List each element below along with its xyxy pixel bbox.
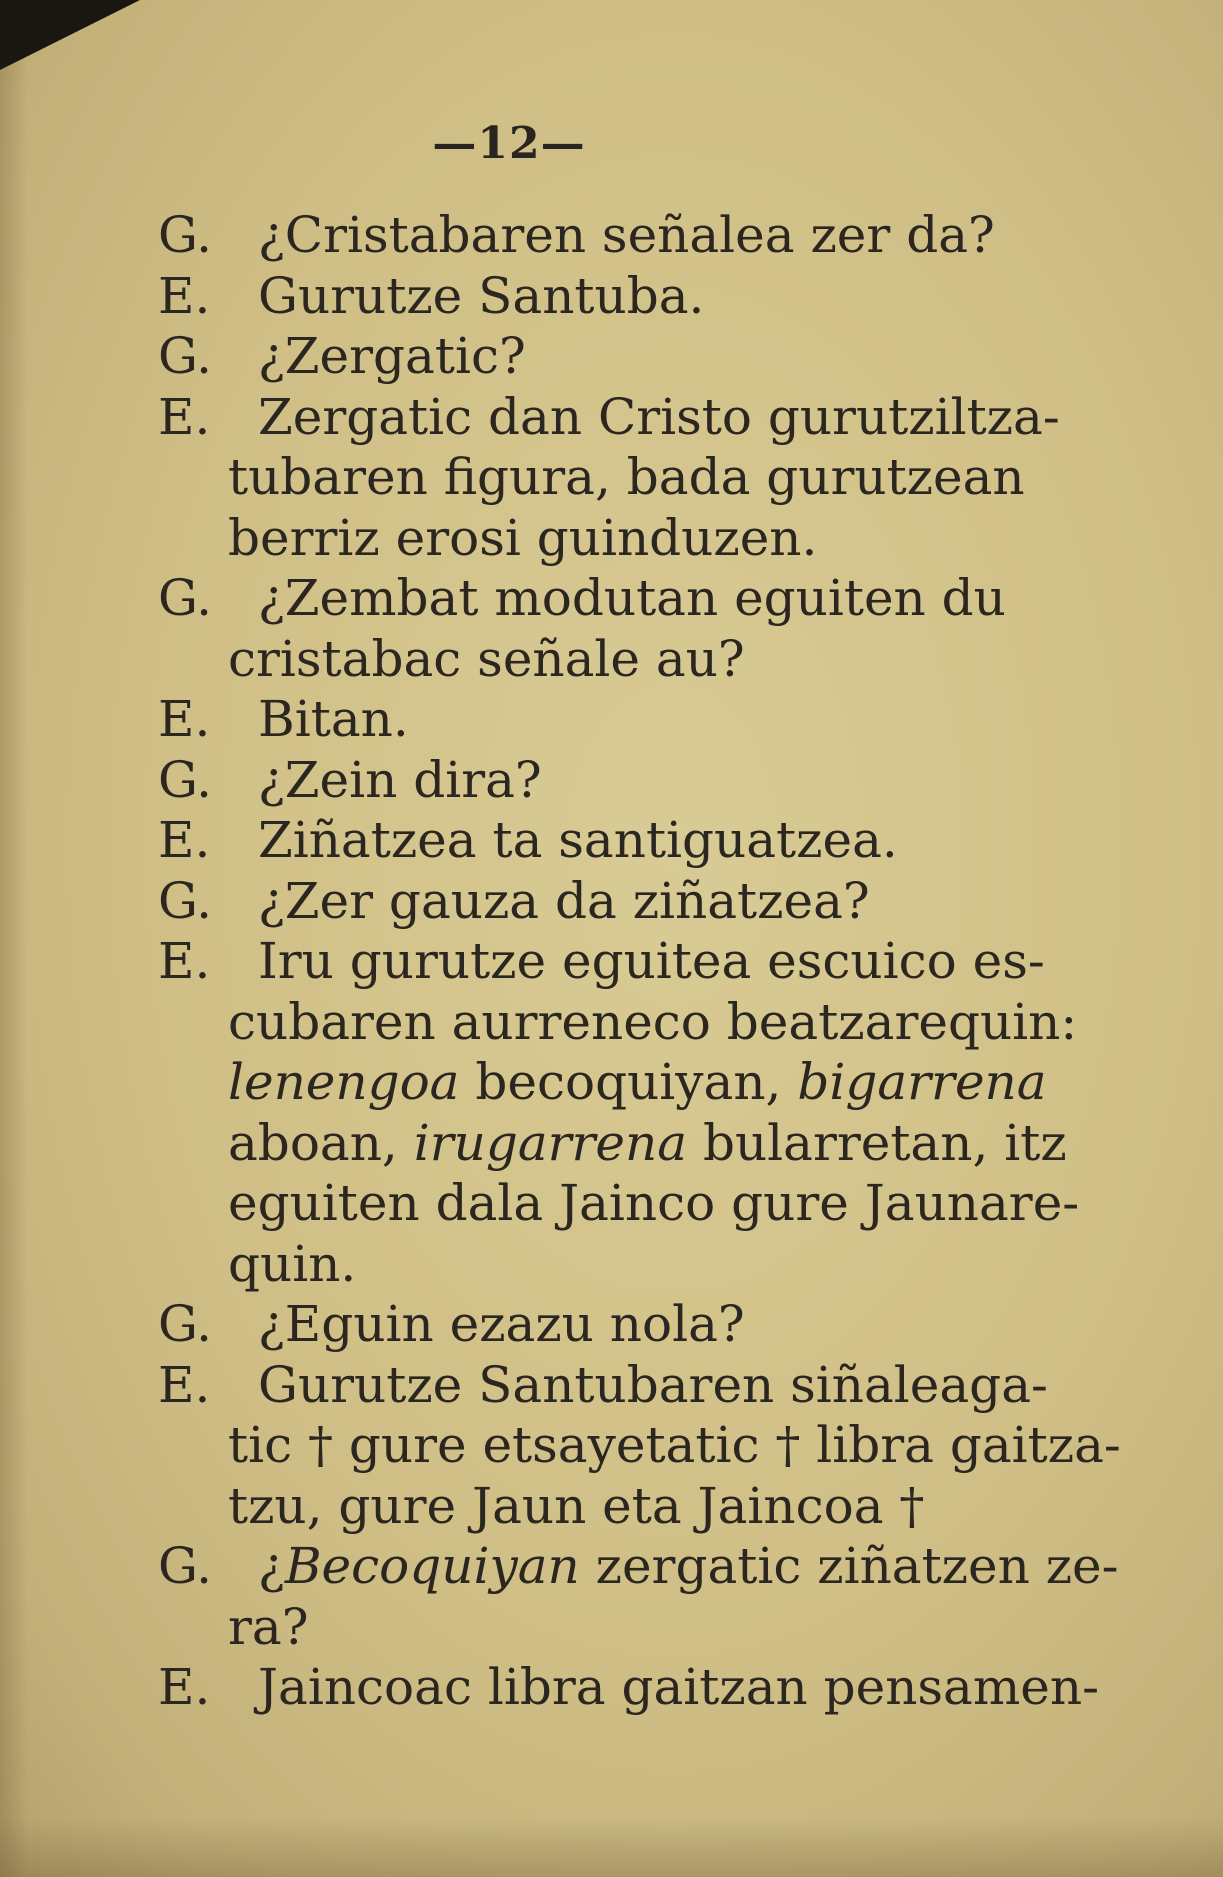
text-line (188, 508, 1168, 569)
text-line (158, 871, 1168, 932)
line-text: zergatic ziñatzen ze- (579, 1537, 1119, 1595)
line-text: ra? (228, 1597, 309, 1656)
text-line (188, 1597, 1168, 1658)
speaker-label: G. (158, 206, 213, 264)
line-text: ¿Zembat modutan eguiten du (258, 569, 1006, 627)
text-line (188, 1476, 1168, 1537)
line-text: Ziñatzea ta santiguatzea. (258, 811, 898, 869)
text-line (188, 1234, 1168, 1295)
page-shadow-bottom (0, 1817, 1223, 1877)
speaker-label: G. (158, 750, 213, 809)
text-line (188, 1052, 1168, 1113)
speaker-label: E. (158, 811, 211, 869)
text-line (158, 689, 1168, 750)
speaker-label: E. (158, 1658, 211, 1716)
speaker-label: G. (158, 1537, 213, 1595)
text-line (158, 1657, 1168, 1718)
speaker-label: E. (158, 932, 211, 990)
italic-word: irugarrena (413, 1113, 688, 1172)
text-line (158, 387, 1168, 448)
text-line (188, 447, 1168, 508)
speaker-label: G. (158, 871, 213, 930)
text-line (158, 266, 1168, 327)
line-text: Bitan. (258, 690, 409, 748)
line-text: ¿Eguin ezazu nola? (258, 1295, 745, 1353)
line-text: cubaren aurreneco beatzarequin: (228, 992, 1078, 1051)
line-text: eguiten dala Jainco gure Jaunare- (228, 1174, 1080, 1232)
line-text: tic † gure etsayetatic † libra gaitza- (228, 1416, 1121, 1474)
text-line (158, 1355, 1168, 1416)
text-line (188, 1113, 1168, 1174)
line-text: aboan, (228, 1113, 414, 1172)
text-line (158, 568, 1168, 629)
catechism-text (158, 205, 1168, 1718)
line-text: ¿Zergatic? (258, 327, 526, 385)
speaker-label: E. (158, 1355, 211, 1414)
italic-word: Becoquiyan (284, 1537, 580, 1595)
line-text: Gurutze Santubaren siñaleaga- (258, 1355, 1048, 1414)
speaker-label: G. (158, 327, 213, 385)
text-line (188, 1415, 1168, 1476)
line-text: ¿Zer gauza da ziñatzea? (258, 871, 870, 930)
line-text: ¿Cristabaren señalea zer da? (258, 206, 995, 264)
page-number: —12— (432, 118, 586, 169)
text-line (188, 992, 1168, 1053)
line-text: Zergatic dan Cristo gurutziltza- (258, 387, 1060, 446)
text-line (158, 1294, 1168, 1355)
text-line (158, 931, 1168, 992)
line-text: cristabac señale au? (228, 629, 745, 688)
text-line (158, 810, 1168, 871)
line-text: ¿ (258, 1537, 285, 1595)
line-text: Gurutze Santuba. (258, 266, 705, 325)
text-line (188, 1173, 1168, 1234)
speaker-label: E. (158, 387, 211, 446)
text-line (188, 629, 1168, 690)
line-text: quin. (228, 1234, 357, 1293)
speaker-label: G. (158, 1295, 213, 1353)
line-text: Jaincoac libra gaitzan pensamen- (258, 1658, 1099, 1716)
text-line (158, 750, 1168, 811)
line-text: becoquiyan, (459, 1053, 798, 1111)
speaker-label: E. (158, 266, 211, 325)
text-line (158, 1536, 1168, 1597)
speaker-label: G. (158, 569, 213, 627)
line-text: tzu, gure Jaun eta Jaincoa † (228, 1476, 925, 1535)
text-line (158, 205, 1168, 266)
italic-word: lenengoa (228, 1053, 460, 1111)
line-text: ¿Zein dira? (258, 750, 542, 809)
italic-word: bigarrena (797, 1053, 1047, 1111)
speaker-label: E. (158, 690, 211, 748)
line-text: bularretan, itz (687, 1113, 1067, 1172)
text-line (158, 326, 1168, 387)
line-text: berriz erosi guinduzen. (228, 508, 818, 567)
page-shadow-left (0, 0, 28, 1877)
line-text: Iru gurutze eguitea escuico es- (258, 932, 1045, 990)
line-text: tubaren figura, bada gurutzean (228, 448, 1025, 506)
